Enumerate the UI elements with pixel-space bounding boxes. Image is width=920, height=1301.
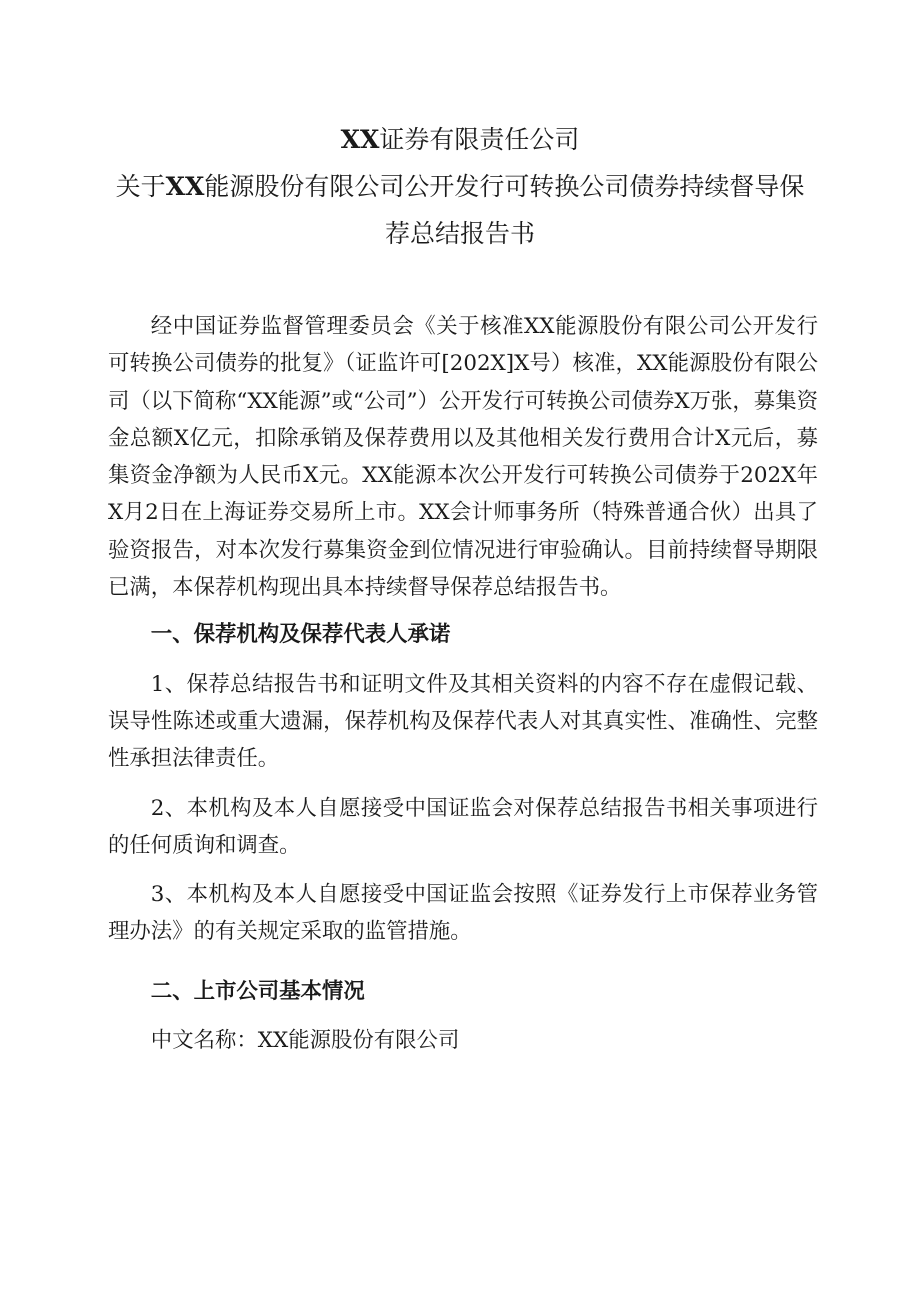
title-line-1 (100, 116, 820, 163)
commitment-item-2: 2、本机构及本人自愿接受中国证监会对保荐总结报告书相关事项进行的任何质询和调查。 (108, 795, 818, 858)
title-line-3: 荐总结报告书 (384, 219, 535, 248)
title-line-2-prefix: 关于 (115, 172, 166, 201)
title-line-2 (100, 163, 820, 210)
commitment-item-3: 3、本机构及本人自愿接受中国证监会按照《证券发行上市保荐业务管理办法》的有关规定采取的监管措施。 (108, 882, 818, 945)
section-2-heading: 二、上市公司基本情况 (150, 978, 365, 1004)
title-line-1-prefix: XX (340, 125, 380, 154)
title-line-2-bold: XX (165, 172, 205, 201)
company-name-line: 中文名称：XX能源股份有限公司 (150, 1028, 460, 1054)
title-line-1-rest: 证券有限责任公司 (379, 125, 580, 154)
section-1-heading: 一、保荐机构及保荐代表人承诺 (150, 622, 451, 648)
commitment-item-1: 1、保荐总结报告书和证明文件及其相关资料的内容不存在虚假记载、误导性陈述或重大遗漏，保荐机构及保荐代表人对其真实性、准确性、完整性承担法律责任。 (108, 671, 818, 772)
title-line-2-rest: 能源股份有限公司公开发行可转换公司债券持续督导保 (204, 172, 805, 201)
document-body (108, 308, 818, 1059)
intro-paragraph: 经中国证券监督管理委员会《关于核准XX能源股份有限公司公开发行可转换公司债券的批复》（证监许可[202X]X号）核准，XX能源股份有限公司（以下简称“XX能源”或“公司”）公开发行可转换公司债券X万张，募集资金总额X亿元，扣除承销及保荐费用以及其他相关发行费用合计X元后，募集资金净额为人民币X元。XX能源本次公开发行可转换公司债券于202X年X月2日在上海证券交易所上市。XX会计师事务所（特殊普通合伙）出具了验资报告，对本次发行募集资金到位情况进行审验确认。目前持续督导期限已满，本保荐机构现出具本持续督导保荐总结报告书。 (108, 314, 818, 601)
document-title (100, 116, 820, 257)
